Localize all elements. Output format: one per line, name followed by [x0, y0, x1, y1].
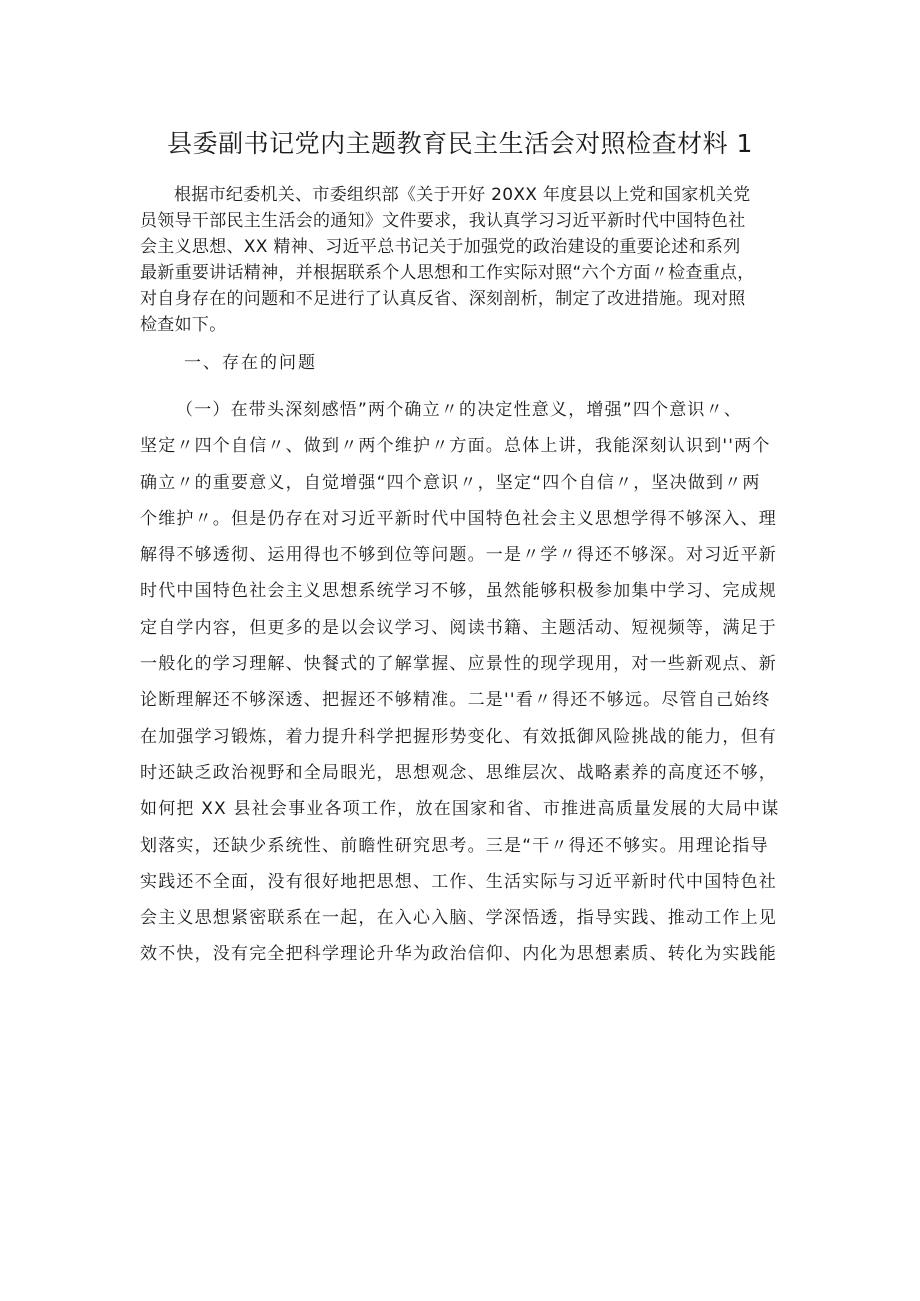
document-title: 县委副书记党内主题教育民主生活会对照检查材料 1 — [167, 129, 753, 158]
body-line: 个维护〃。但是仍存在对习近平新时代中国特色社会主义思想学得不够深入、理 — [140, 508, 777, 529]
body-line: 效不快，没有完全把科学理论升华为政治信仰、内化为思想素质、转化为实践能 — [140, 944, 777, 965]
intro-line: 会主义思想、XX 精神、习近平总书记关于加强党的政治建设的重要论述和系列 — [140, 237, 741, 257]
body-line: 坚定〃四个自信〃、做到〃两个维护〃方面。总体上讲，我能深刻认识到''两个 — [140, 436, 771, 457]
intro-line: 最新重要讲话精神，并根据联系个人思想和工作实际对照“六个方面〃检查重点， — [140, 263, 755, 283]
section-heading: 一、存在的问题 — [184, 353, 317, 373]
body-line: 论断理解还不够深透、把握还不够精准。二是''看〃得还不够远。尽管自己始终 — [140, 690, 771, 711]
body-paragraph — [140, 392, 790, 973]
intro-line: 根据市纪委机关、市委组织部《关于开好 20XX 年度县以上党和国家机关党 — [174, 185, 751, 205]
intro-line: 员领导干部民主生活会的通知》文件要求，我认真学习习近平新时代中国特色社 — [140, 211, 746, 231]
body-line: （一）在带头深刻感悟”两个确立〃的决定性意义，增强”四个意识〃、 — [176, 400, 743, 420]
intro-paragraph — [140, 182, 790, 338]
body-line: 实践还不全面，没有很好地把思想、工作、生活实际与习近平新时代中国特色社 — [140, 871, 777, 892]
body-line: 定自学内容，但更多的是以会议学习、阅读书籍、主题活动、短视频等，满足于 — [140, 617, 777, 638]
body-line: 解得不够透彻、运用得也不够到位等问题。一是〃学〃得还不够深。对习近平新 — [140, 545, 777, 566]
intro-line: 对自身存在的问题和不足进行了认真反省、深刻剖析，制定了改进措施。现对照 — [140, 289, 746, 309]
body-line: 确立〃的重要意义，自觉增强“四个意识〃，坚定“四个自信〃，坚决做到〃两 — [140, 472, 761, 493]
body-line: 在加强学习锻炼，着力提升科学把握形势变化、有效抵御风险挑战的能力，但有 — [140, 726, 777, 747]
body-line: 会主义思想紧密联系在一起，在入心入脑、学深悟透，指导实践、推动工作上见 — [140, 908, 777, 929]
body-line: 一般化的学习理解、快餐式的了解掌握、应景性的现学现用，对一些新观点、新 — [140, 654, 777, 675]
body-line: 时还缺乏政治视野和全局眼光，思想观念、思维层次、战略素养的高度还不够， — [140, 762, 777, 783]
body-line: 如何把 XX 县社会事业各项工作，放在国家和省、市推进高质量发展的大局中谋 — [140, 799, 780, 820]
body-line: 时代中国特色社会主义思想系统学习不够，虽然能够积极参加集中学习、完成规 — [140, 581, 777, 602]
intro-line: 检查如下。 — [140, 315, 227, 335]
body-line: 划落实，还缺少系统性、前瞻性研究思考。三是“干〃得还不够实。用理论指导 — [140, 835, 769, 856]
